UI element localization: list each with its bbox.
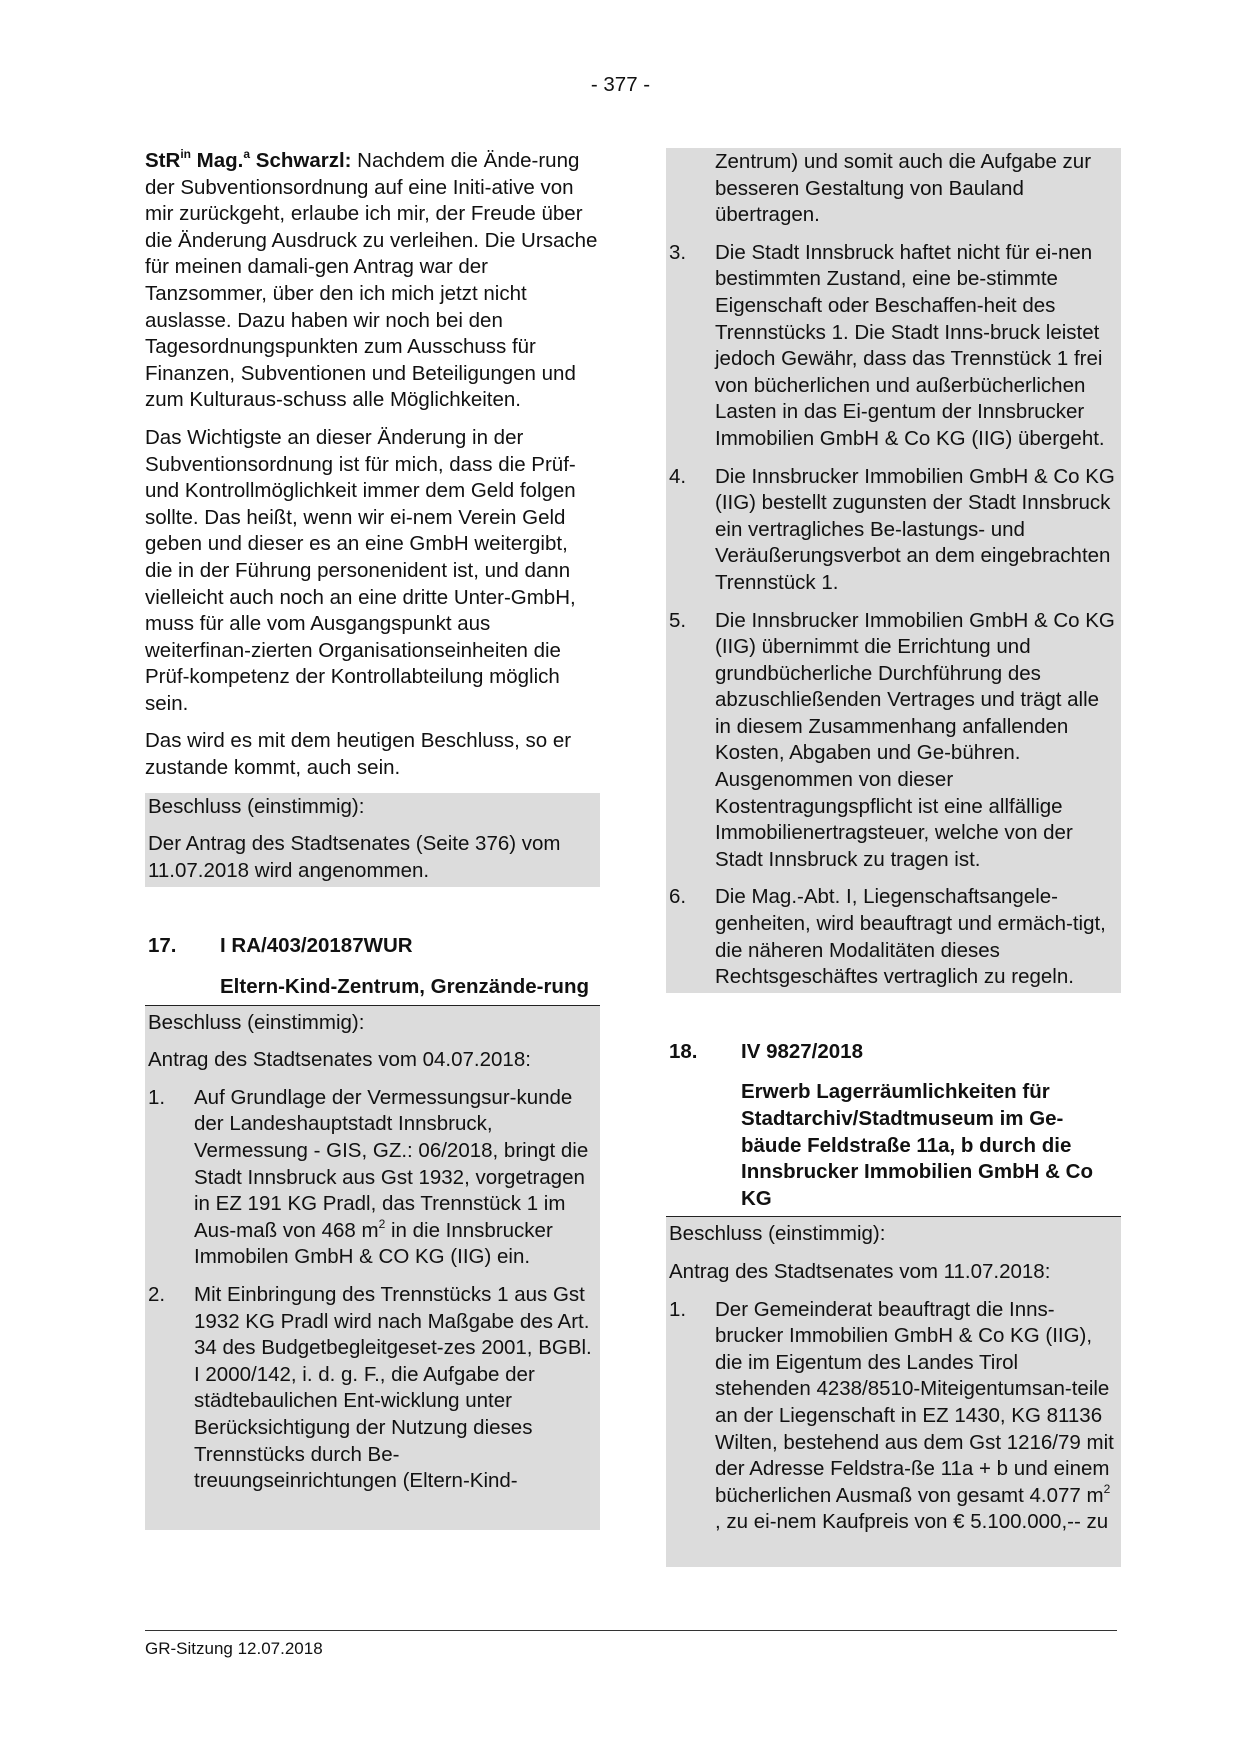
left-column: [145, 148, 600, 1530]
footer-divider: [145, 1630, 1117, 1631]
paragraph-text: Nachdem die Ände-rung der Subventionsordnung auf eine Initi-ative von mir zurückgeht, erlaube ich mir, der Freude über die Änderung Ausdruck zu verleihen. Die Ursache für meinen damali-gen Antrag war der Tanzsommer, über den ich mich jetzt nicht auslasse. Dazu haben wir noch bei den Tagesordnungspunkten zum Ausschuss für Finanzen, Subventionen und Beteiligungen und zum Kulturaus-schuss alle Möglichkeiten.: [145, 149, 598, 412]
motion-date: Antrag des Stadtsenates vom 11.07.2018:: [669, 1259, 1051, 1283]
resolution-box-17: [145, 1006, 600, 1530]
list-item: 5. Die Innsbrucker Immobilien GmbH & Co KG (IIG) übernimmt die Errichtung und grundbücherliche Durchführung des abzuschließenden Vertrages und trägt alle in diesem Zusammenhang anfallenden Kosten, Abgaben und Ge-bühren. Ausgenommen von dieser Kostentragungspflicht ist eine allfällige Immobilienertragsteuer, welche von der Stadt Innsbruck zu tragen ist.: [669, 608, 1115, 871]
resolution-box-18: [666, 1217, 1121, 1567]
resolution-box-17-continued: [666, 148, 1121, 993]
agenda-title: Erwerb Lagerräumlichkeiten für Stadtarchiv/Stadtmuseum im Ge-bäude Feldstraße 11a, b durch die Innsbrucker Immobilien GmbH & Co KG: [741, 1080, 1093, 1210]
right-column: [666, 148, 1121, 1567]
paragraph: Das wird es mit dem heutigen Beschluss, so er zustande kommt, auch sein.: [145, 729, 572, 780]
list-number: 3.: [669, 240, 687, 264]
resolution-label: Beschluss (einstimmig):: [148, 794, 365, 818]
speaker-name: StR$^{in}$ Mag.$^a$ Schwarzl:: [145, 147, 352, 172]
list-number: 1.: [669, 1297, 687, 1321]
resolution-label: Beschluss (einstimmig):: [669, 1222, 886, 1246]
list-item: 6. Die Mag.-Abt. I, Liegenschaftsangele-genheiten, wird beauftragt und ermäch-tigt, die näheren Modalitäten dieses Rechtsgeschäftes vertraglich zu regeln.: [669, 885, 1106, 989]
agenda-item-17-heading: [145, 933, 600, 1005]
resolution-label: Beschluss (einstimmig):: [148, 1010, 365, 1034]
list-number: 1.: [148, 1085, 166, 1109]
agenda-title: Eltern-Kind-Zentrum, Grenzände-rung: [220, 975, 589, 999]
resolution-box: [145, 793, 600, 888]
list-number: 6.: [669, 885, 687, 909]
speaker-paragraph: [145, 148, 600, 414]
list-number: 5.: [669, 608, 687, 632]
agenda-item-18-heading: [666, 1039, 1121, 1218]
agenda-number: 18.: [669, 1039, 698, 1063]
list-item: 1. Der Gemeinderat beauftragt die Inns-brucker Immobilien GmbH & Co KG (IIG), die im Eigentum des Landes Tirol stehenden 4238/8510-Miteigentumsan-teile an der Liegenschaft in EZ 1430, KG 81136 Wilten, bestehend aus dem Gst 1216/79 mit der Adresse Feldstra-ße 11a + b und einem bücherlichen Ausmaß von gesamt 4.077 $m^2$ , zu ei-nem Kaufpreis von € 5.100.000,-- zu: [669, 1297, 1114, 1534]
list-item: 2. Mit Einbringung des Trennstücks 1 aus Gst 1932 KG Pradl wird nach Maßgabe des Art. 34 des Budgetbegleitgeset-zes 2001, BGBl. I 2000/142, i. d. g. F., die Aufgabe der städtebaulichen Ent-wicklung unter Berücksichtigung der Nutzung dieses Trennstücks durch Be-treuungseinrichtungen (Eltern-Kind-: [148, 1282, 592, 1493]
list-number: 4.: [669, 464, 687, 488]
list-item: 4. Die Innsbrucker Immobilien GmbH & Co KG (IIG) bestellt zugunsten der Stadt Innsbruck ein vertragliches Be-lastungs- und Veräußerungsverbot an dem eingebrachten Trennstück 1.: [669, 464, 1115, 594]
list-item: 1. Auf Grundlage der Vermessungsur-kunde der Landeshauptstadt Innsbruck, Vermessung - GIS, GZ.: 06/2018, bringt die Stadt Innsbruck aus Gst 1932, vorgetragen in EZ 191 KG Pradl, das Trennstück 1 im Aus-maß von 468 $m^2$ in die Innsbrucker Immobilen GmbH & CO KG (IIG) ein.: [148, 1085, 589, 1269]
agenda-number: 17.: [148, 934, 177, 958]
page-number: - 377 -: [590, 73, 651, 96]
list-item: 3. Die Stadt Innsbruck haftet nicht für ei-nen bestimmten Zustand, eine be-stimmte Eigenschaft oder Beschaffen-heit des Trennstücks 1. Die Stadt Inns-bruck leistet jedoch Gewähr, dass das Trennstück 1 frei von bücherlichen und außerbücherlichen Lasten in das Ei-gentum der Innsbrucker Immobilien GmbH & Co KG (IIG) übergeht.: [669, 240, 1105, 450]
footer-text: GR-Sitzung 12.07.2018: [145, 1639, 323, 1658]
list-number: 2.: [148, 1282, 166, 1306]
agenda-code: I RA/403/20187WUR: [220, 934, 413, 958]
motion-date: Antrag des Stadtsenates vom 04.07.2018:: [148, 1048, 531, 1072]
agenda-code: IV 9827/2018: [741, 1039, 863, 1063]
paragraph: Das Wichtigste an dieser Änderung in der Subventionsordnung ist für mich, dass die Prüf- und Kontrollmöglichkeit immer dem Geld folgen sollte. Das heißt, wenn wir ei-nem Verein Geld geben und dieser es an eine GmbH weitergibt, die in der Führung personenident ist, und dann vielleicht auch noch an eine dritte Unter-GmbH, muss für alle vom Ausgangspunkt aus weiterfinan-zierten Organisationseinheiten die Prüf-kompetenz der Kontrollabteilung möglich sein.: [145, 425, 576, 715]
continuation-text: Zentrum) und somit auch die Aufgabe zur besseren Gestaltung von Bauland übertragen.: [715, 150, 1092, 227]
resolution-text: Der Antrag des Stadtsenates (Seite 376) vom 11.07.2018 wird angenommen.: [148, 832, 561, 882]
